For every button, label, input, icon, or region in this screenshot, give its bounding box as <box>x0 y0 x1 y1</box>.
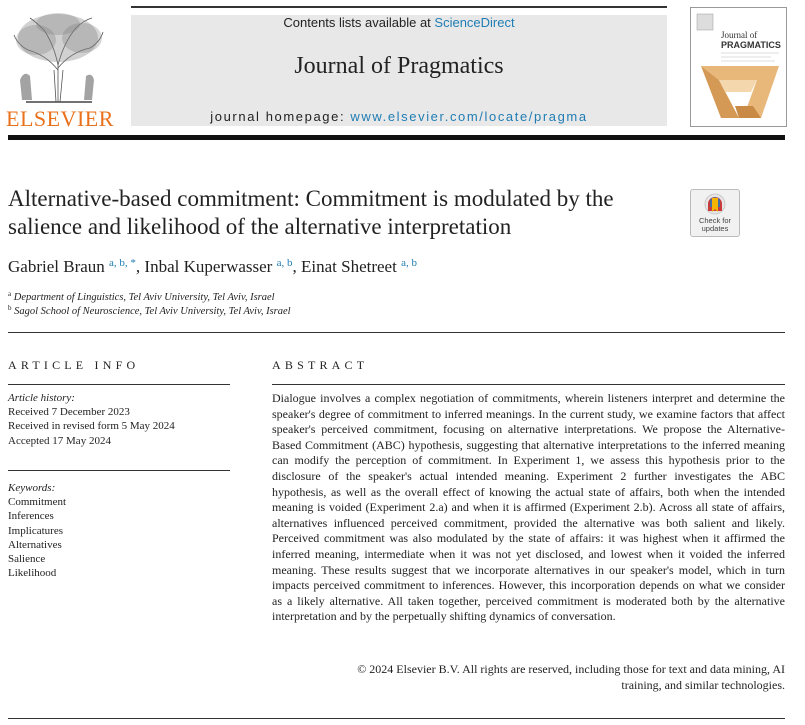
title-block-rule <box>8 332 785 333</box>
abstract-heading: ABSTRACT <box>272 358 369 372</box>
bottom-rule <box>8 718 785 719</box>
keyword: Salience <box>8 553 46 566</box>
contents-line <box>131 15 667 30</box>
check-for-updates-label: Check for updates <box>698 216 732 233</box>
keyword: Commitment <box>8 496 67 509</box>
journal-cover-image <box>691 8 786 126</box>
article-history <box>8 391 175 448</box>
keywords-rule <box>8 470 230 471</box>
journal-title[interactable]: Journal of Pragmatics <box>294 53 504 79</box>
elsevier-wordmark: ELSEVIER <box>6 106 114 131</box>
author-name[interactable]: Einat Shetreet <box>301 257 397 276</box>
history-item: Received in revised form 5 May 2024 <box>8 420 175 433</box>
sciencedirect-link[interactable]: ScienceDirect <box>434 15 515 30</box>
author-marks[interactable]: a, b <box>401 257 417 269</box>
author-name[interactable]: Gabriel Braun <box>8 257 105 276</box>
keyword: Implicatures <box>8 524 63 537</box>
copyright-line: © 2024 Elsevier B.V. All rights are reserved, including those for text and data mining, AI <box>357 662 785 676</box>
homepage-link[interactable]: www.elsevier.com/locate/pragma <box>350 109 588 124</box>
cover-title-line1: Journal of <box>721 30 758 40</box>
journal-homepage-line <box>131 109 667 124</box>
affiliation <box>8 304 291 317</box>
check-for-updates-button[interactable] <box>690 189 740 237</box>
elsevier-logo[interactable] <box>6 10 114 131</box>
author-marks[interactable]: a, b <box>276 257 293 269</box>
history-label: Article history: <box>8 392 75 404</box>
homepage-prefix: journal homepage: <box>210 109 351 124</box>
header-top-rule <box>131 6 667 8</box>
author-list: Gabriel Braun $^{a, b, *}$, Inbal Kuperwasser $^{a, b}$, Einat Shetreet $^{a, b}$ <box>8 257 417 276</box>
affiliation <box>8 290 275 303</box>
journal-banner <box>131 15 667 126</box>
article-info-rule <box>8 384 230 385</box>
header-thick-rule <box>8 135 785 140</box>
article-info-heading: ARTICLE INFO <box>8 358 140 372</box>
keywords-label: Keywords: <box>8 482 56 494</box>
keyword: Likelihood <box>8 567 57 580</box>
contents-prefix: Contents lists available at <box>283 15 435 30</box>
affiliation-mark: a <box>8 290 12 298</box>
abstract-text: Dialogue involves a complex negotiation of commitments, wherein listeners interpret and determine the speaker's degree of commitment to inferred meanings. In the current study, we examine factors that affect speaker's perceived commitment, focusing on alternative interpretations. We propose the Alternative-Based Commitment (ABC) hypothesis, suggesting that alternative interpretations to the inferred meaning can modify the perception of commitment. In Experiment 1, we assess this hypothesis prior to the disclosure of the speaker's actual intended meaning. Experiment 2 further investigates the ABC hypothesis, as well as the overall effect of knowing the actual state of affairs, both when the intended meaning is voided (Experiment 2.a) and when it is affirmed (Experiment 2.b). Across all state of affairs, alternatives influenced perceived commitment, provided the alternative was both salient and likely. Perceived commitment was also modulated by the state of affairs: it was highest when it affirmed the inferred meaning, intermediate when it was not yet disclosed, and lowest when it voided the inferred meaning. These results suggest that we incorporate alternatives in our speaker's model, which in turn impacts perceived commitment to inferences. However, this incorporation depends on what we consider as a likely alternative. All taken together, perceived commitment is moderated both by the alternative interpretation and by the perpetually shifting dynamics of conversation. <box>272 391 785 624</box>
history-item: Accepted 17 May 2024 <box>8 434 111 447</box>
author-marks[interactable]: a, b, * <box>109 257 136 269</box>
elsevier-tree-icon <box>6 10 110 105</box>
copyright-notice <box>272 662 785 693</box>
journal-cover-thumbnail[interactable] <box>690 7 787 127</box>
article-title: Alternative-based commitment: Commitment is modulated by the salience and likelihood of the alternative interpretation <box>8 186 614 239</box>
affiliation-mark: b <box>8 304 12 312</box>
cover-title-line2: PRAGMATICS <box>721 40 781 50</box>
check-for-updates-icon <box>691 190 739 218</box>
keyword: Inferences <box>8 510 54 523</box>
author-name[interactable]: Inbal Kuperwasser <box>144 257 273 276</box>
affiliation-text: Department of Linguistics, Tel Aviv University, Tel Aviv, Israel <box>13 292 275 303</box>
abstract-rule <box>272 384 785 385</box>
affiliation-text: Sagol School of Neuroscience, Tel Aviv University, Tel Aviv, Israel <box>14 306 291 317</box>
history-item: Received 7 December 2023 <box>8 406 130 419</box>
copyright-line: training, and similar technologies. <box>621 677 785 692</box>
keyword: Alternatives <box>8 538 62 551</box>
keywords-list <box>8 481 66 580</box>
